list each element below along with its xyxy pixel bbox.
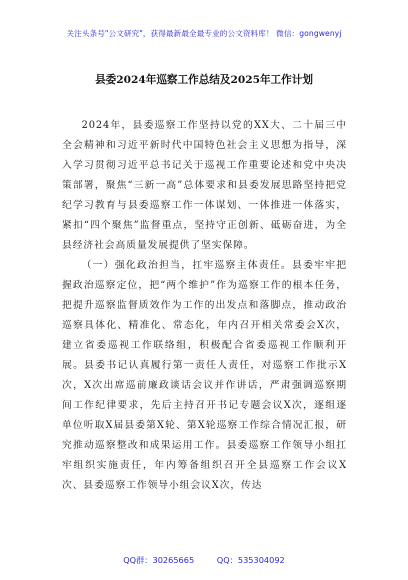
document-body — [62, 116, 347, 496]
paragraph-intro: 2024年，县委巡察工作坚持以党的XX大、二十届三中全会精神和习近平新时代中国特色社会主义思想为指导，深入学习贯彻习近平总书记关于巡视工作重要论述和党中央决策部署，聚焦“三新一高”总体要求和县委发展思路坚持把党纪学习教育与县委巡察工作一体谋划、一体推进一体落实，紧扣“四个聚焦”监督重点，坚持守正创新、砥砺奋进，为全县经济社会高质量发展提供了坚实保障。 — [62, 120, 347, 251]
document-title: 县委2024年巡察工作总结及2025年工作计划 — [95, 74, 313, 86]
header-note: 关注头条号"公文研究"，获得最新最全最专业的公文资料库！ 微信：gongwenyj — [66, 29, 342, 38]
footer-qq-group: QQ群：30265665 — [123, 555, 195, 565]
footer-contact — [0, 555, 408, 566]
paragraph-section-1: （一）强化政治担当，扛牢巡察主体责任。县委牢牢把握政治巡察定位，把“两个维护”作为巡察工作的根本任务，把提升巡察监督质效作为工作的出发点和落脚点，推动政治巡察具体化、精准化、常态化，年内召开相关常委会X次，建立省委巡视工作联络组，积极配合省委巡视工作顺利开展。县委书记认真履行第一责任人责任，对巡察工作批示X次，X次出席巡前廉政谈话会议并作讲话，严肃强调巡察期间工作纪律要求，先后主持召开书记专题会议X次，逐组逐单位听取X届县委第X轮、第X轮巡察工作综合情况汇报，研究推动巡察整改和成果运用工作。县委巡察工作领导小组扛牢组织实施责任，年内筹备组织召开全县巡察工作会议X次、县委巡察工作领导小组会议X次，传达 — [62, 260, 347, 491]
footer-qq: QQ：535304092 — [216, 555, 285, 565]
